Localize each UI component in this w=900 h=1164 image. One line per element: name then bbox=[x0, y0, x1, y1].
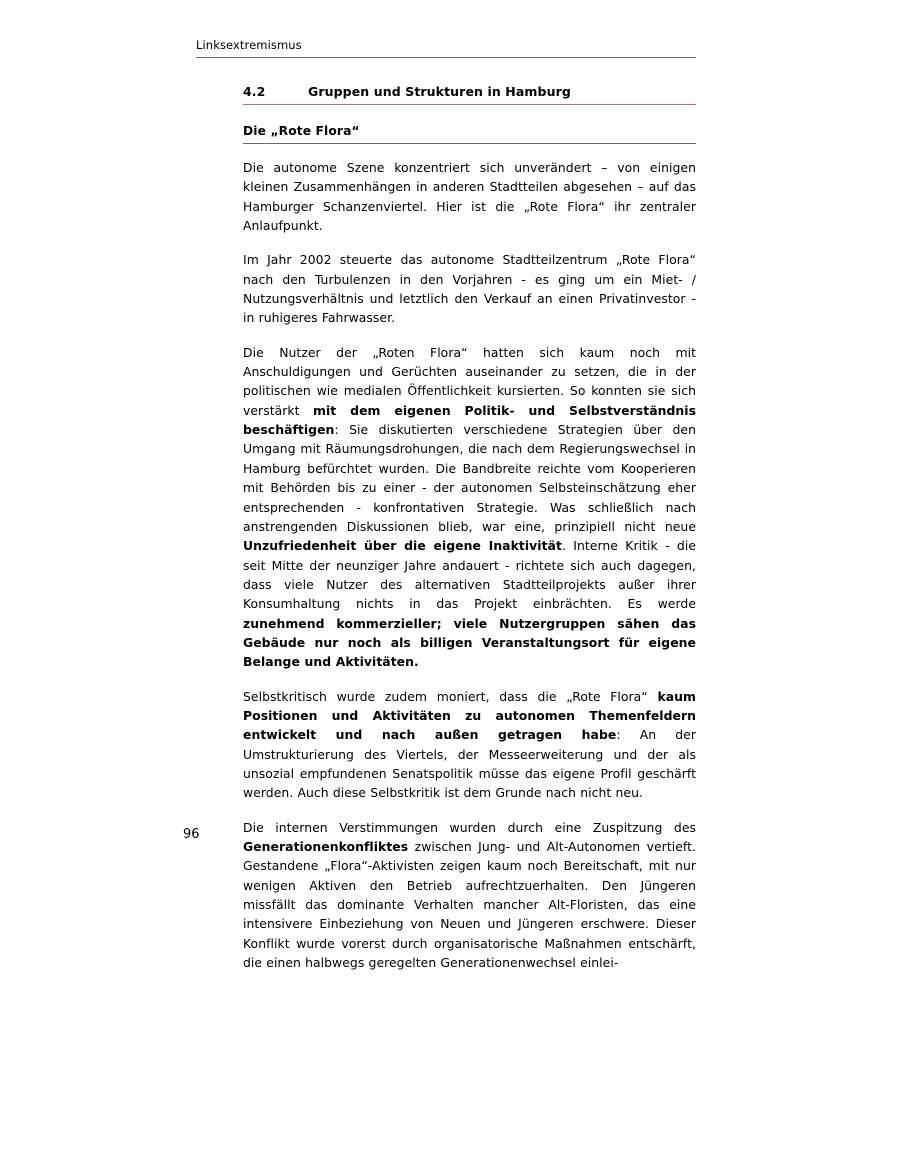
page-number: 96 bbox=[183, 827, 200, 842]
section-title: Gruppen und Strukturen in Hamburg bbox=[308, 84, 571, 99]
section-number: 4.2 bbox=[243, 84, 266, 99]
page-content bbox=[243, 84, 696, 987]
subsection-divider bbox=[243, 143, 696, 144]
header-divider bbox=[196, 57, 696, 58]
paragraph: Selbstkritisch wurde zudem moniert, dass die „Rote Flora“ kaum Positionen und Aktivitäten zu autonomen Themenfeldern entwickelt und nach außen getragen habe: An der Umstrukturierung des Viertels, der Messeerweiterung und der als unsozial empfundenen Senatspolitik müsse das eigene Profil geschärft werden. Auch diese Selbstkritik ist dem Grunde nach nicht neu. bbox=[243, 688, 696, 801]
running-head: Linksextremismus bbox=[196, 38, 302, 52]
paragraph: Die Nutzer der „Roten Flora“ hatten sich kaum noch mit Anschuldigungen und Gerüchten auseinander zu setzen, die in der politischen wie medialen Öffentlichkeit kursierten. So konnten sie sich verstärkt mit dem eigenen Politik- und Selbstverständnis beschäftigen: Sie diskutierten verschiedene Strategien über den Umgang mit Räumungsdrohungen, die nach dem Regierungswechsel in Hamburg befürchtet wurden. Die Bandbreite reichte vom Kooperieren mit Behörden bis zu einer - der autonomen Selbsteinschätzung eher entsprechenden - konfrontativen Strategie. Was schließlich nach anstrengenden Diskussionen blieb, war eine, prinzipiell nicht neue Unzufriedenheit über die eigene Inaktivität. Interne Kritik - die seit Mitte der neunziger Jahre andauert - richtete sich auch dagegen, dass viele Nutzer des alternativen Stadtteilprojekts außer ihrer Konsumhaltung nichts in das Projekt einbrächten. Es werde zunehmend kommerzieller; viele Nutzergruppen sähen das Gebäude nur noch als billigen Veranstaltungsort für eigene Belange und Aktivitäten. bbox=[243, 344, 696, 670]
paragraph: Die internen Verstimmungen wurden durch eine Zuspitzung des Generationenkonfliktes zwischen Jung- und Alt-Autonomen vertieft. Gestandene „Flora“-Aktivisten zeigen kaum noch Bereitschaft, mit nur wenigen Aktiven den Betrieb aufrechtzuerhalten. Den Jüngeren missfällt das dominante Verhalten mancher Alt-Floristen, das eine intensivere Einbeziehung von Neuen und Jüngeren erschwere. Dieser Konflikt wurde vorerst durch organisatorische Maßnahmen entschärft, die einen halbwegs geregelten Generationenwechsel einlei- bbox=[243, 819, 696, 971]
section-divider bbox=[243, 104, 696, 105]
subsection-title: Die „Rote Flora“ bbox=[243, 124, 360, 138]
paragraph: Die autonome Szene konzentriert sich unverändert – von einigen kleinen Zusammenhängen in anderen Stadtteilen abgesehen – auf das Hamburger Schanzenviertel. Hier ist die „Rote Flora“ ihr zentraler Anlaufpunkt. bbox=[243, 160, 696, 234]
paragraph: Im Jahr 2002 steuerte das autonome Stadtteilzentrum „Rote Flora“ nach den Turbulenzen in den Vorjahren - es ging um ein Miet- / Nutzungsverhältnis und letztlich den Verkauf an einen Privatinvestor - in ruhigeres Fahrwasser. bbox=[243, 252, 696, 326]
section-heading bbox=[243, 84, 696, 104]
